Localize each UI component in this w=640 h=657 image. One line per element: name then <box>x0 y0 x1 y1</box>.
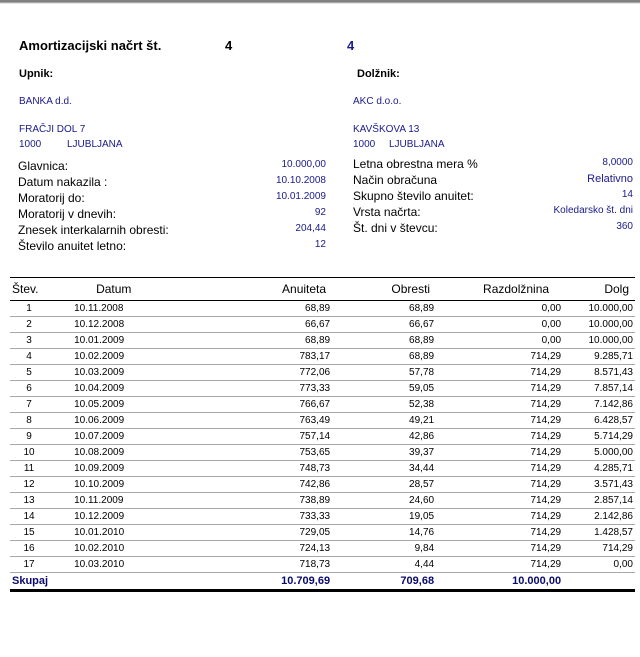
row-date: 10.10.2009 <box>48 477 196 493</box>
param-label: Moratorij v dnevih: <box>18 207 117 221</box>
col-header-debt: Dolg <box>604 282 629 296</box>
row-interest: 39,37 <box>330 445 434 461</box>
row-annuity: 729,05 <box>196 525 330 541</box>
row-interest: 19,05 <box>330 509 434 525</box>
param-label: Skupno število anuitet: <box>353 189 474 203</box>
param-label: Vrsta načrta: <box>353 205 421 219</box>
creditor-label: Upnik: <box>19 68 54 80</box>
row-repayment: 714,29 <box>434 349 561 365</box>
table-row <box>10 445 635 461</box>
table-header-row <box>10 278 635 301</box>
row-number: 1 <box>10 301 48 317</box>
totals-repayment: 10.000,00 <box>434 573 561 591</box>
debtor-label: Dolžnik: <box>357 68 400 80</box>
row-debt: 0,00 <box>561 557 635 573</box>
row-annuity: 773,33 <box>196 381 330 397</box>
row-repayment: 714,29 <box>434 445 561 461</box>
row-number: 4 <box>10 349 48 365</box>
param-label: Moratorij do: <box>18 191 85 205</box>
table-row <box>10 461 635 477</box>
table-row <box>10 525 635 541</box>
row-repayment: 714,29 <box>434 493 561 509</box>
creditor-postcode: 1000 <box>19 139 42 150</box>
param-label: Glavnica: <box>18 159 69 173</box>
row-interest: 66,67 <box>330 317 434 333</box>
col-header-number: Štev. <box>12 282 39 296</box>
row-repayment: 0,00 <box>434 317 561 333</box>
row-interest: 49,21 <box>330 413 434 429</box>
row-repayment: 714,29 <box>434 557 561 573</box>
row-annuity: 738,89 <box>196 493 330 509</box>
row-number: 2 <box>10 317 48 333</box>
totals-label: Skupaj <box>10 573 48 591</box>
row-number: 11 <box>10 461 48 477</box>
row-interest: 68,89 <box>330 333 434 349</box>
debtor-city: LJUBLJANA <box>389 139 445 150</box>
row-number: 5 <box>10 365 48 381</box>
row-repayment: 714,29 <box>434 509 561 525</box>
table-row <box>10 317 635 333</box>
debtor-postcode: 1000 <box>353 139 376 150</box>
row-date: 10.09.2009 <box>48 461 196 477</box>
row-debt: 10.000,00 <box>561 301 635 317</box>
row-repayment: 714,29 <box>434 365 561 381</box>
param-calculation-method: Relativno <box>587 173 633 185</box>
table-row <box>10 349 635 365</box>
table-row <box>10 413 635 429</box>
table-row <box>10 509 635 525</box>
row-debt: 6.428,57 <box>561 413 635 429</box>
row-repayment: 714,29 <box>434 477 561 493</box>
param-total-annuities: 14 <box>621 189 633 200</box>
row-annuity: 772,06 <box>196 365 330 381</box>
row-debt: 714,29 <box>561 541 635 557</box>
creditor-name: BANKA d.d. <box>19 96 72 107</box>
row-repayment: 714,29 <box>434 541 561 557</box>
row-debt: 9.285,71 <box>561 349 635 365</box>
row-date: 10.11.2009 <box>48 493 196 509</box>
row-number: 16 <box>10 541 48 557</box>
row-interest: 28,57 <box>330 477 434 493</box>
row-debt: 5.000,00 <box>561 445 635 461</box>
row-interest: 24,60 <box>330 493 434 509</box>
table-row <box>10 333 635 349</box>
row-annuity: 66,67 <box>196 317 330 333</box>
param-label: Letna obrestna mera % <box>353 157 478 171</box>
row-number: 10 <box>10 445 48 461</box>
report-title: Amortizacijski načrt št. <box>19 38 162 53</box>
row-number: 7 <box>10 397 48 413</box>
row-annuity: 68,89 <box>196 333 330 349</box>
row-interest: 68,89 <box>330 301 434 317</box>
totals-empty <box>48 573 196 591</box>
param-annuities-per-year: 12 <box>314 239 326 250</box>
param-label: Št. dni v števcu: <box>353 221 438 235</box>
row-date: 10.03.2009 <box>48 365 196 381</box>
table-row <box>10 541 635 557</box>
param-transfer-date: 10.10.2008 <box>275 175 326 186</box>
row-repayment: 714,29 <box>434 397 561 413</box>
param-interest-rate: 8,0000 <box>602 157 633 168</box>
row-date: 10.02.2009 <box>48 349 196 365</box>
param-principal: 10.000,00 <box>281 159 326 170</box>
row-date: 10.06.2009 <box>48 413 196 429</box>
row-debt: 10.000,00 <box>561 317 635 333</box>
row-date: 10.11.2008 <box>48 301 196 317</box>
row-annuity: 718,73 <box>196 557 330 573</box>
row-number: 9 <box>10 429 48 445</box>
row-number: 6 <box>10 381 48 397</box>
param-label: Število anuitet letno: <box>18 239 127 253</box>
row-debt: 3.571,43 <box>561 477 635 493</box>
row-debt: 2.857,14 <box>561 493 635 509</box>
totals-annuity: 10.709,69 <box>196 573 330 591</box>
row-annuity: 733,33 <box>196 509 330 525</box>
row-date: 10.04.2009 <box>48 381 196 397</box>
row-debt: 4.285,71 <box>561 461 635 477</box>
col-header-interest: Obresti <box>391 282 431 296</box>
row-debt: 7.857,14 <box>561 381 635 397</box>
row-interest: 14,76 <box>330 525 434 541</box>
table-row <box>10 429 635 445</box>
row-annuity: 748,73 <box>196 461 330 477</box>
row-number: 15 <box>10 525 48 541</box>
param-label: Znesek interkalarnih obresti: <box>18 223 169 237</box>
col-header-date: Datum <box>96 282 132 296</box>
row-repayment: 714,29 <box>434 525 561 541</box>
row-annuity: 753,65 <box>196 445 330 461</box>
param-moratorium-until: 10.01.2009 <box>275 191 326 202</box>
row-annuity: 68,89 <box>196 301 330 317</box>
row-date: 10.12.2008 <box>48 317 196 333</box>
row-repayment: 0,00 <box>434 301 561 317</box>
row-number: 12 <box>10 477 48 493</box>
row-annuity: 766,67 <box>196 397 330 413</box>
row-debt: 7.142,86 <box>561 397 635 413</box>
row-interest: 9,84 <box>330 541 434 557</box>
row-interest: 34,44 <box>330 461 434 477</box>
row-repayment: 0,00 <box>434 333 561 349</box>
param-moratorium-days: 92 <box>314 207 326 218</box>
col-header-repayment: Razdolžnina <box>483 282 550 296</box>
window-top-border <box>0 0 640 4</box>
param-day-count: 360 <box>616 221 633 232</box>
row-number: 8 <box>10 413 48 429</box>
param-label: Način obračuna <box>353 173 438 187</box>
row-repayment: 714,29 <box>434 413 561 429</box>
row-annuity: 783,17 <box>196 349 330 365</box>
table-row <box>10 381 635 397</box>
row-annuity: 724,13 <box>196 541 330 557</box>
table-row <box>10 301 635 317</box>
param-label: Datum nakazila : <box>18 175 108 189</box>
row-interest: 42,86 <box>330 429 434 445</box>
totals-row <box>10 573 635 591</box>
plan-number-field: 4 <box>347 38 355 53</box>
debtor-street: KAVŠKOVA 13 <box>353 124 420 135</box>
row-date: 10.05.2009 <box>48 397 196 413</box>
row-debt: 10.000,00 <box>561 333 635 349</box>
debtor-name: AKC d.o.o. <box>353 96 402 107</box>
row-number: 17 <box>10 557 48 573</box>
row-date: 10.03.2010 <box>48 557 196 573</box>
row-repayment: 714,29 <box>434 461 561 477</box>
row-interest: 57,78 <box>330 365 434 381</box>
row-annuity: 763,49 <box>196 413 330 429</box>
table-row <box>10 477 635 493</box>
row-number: 13 <box>10 493 48 509</box>
table-row <box>10 365 635 381</box>
table-row <box>10 557 635 573</box>
row-date: 10.01.2009 <box>48 333 196 349</box>
row-interest: 52,38 <box>330 397 434 413</box>
row-number: 14 <box>10 509 48 525</box>
row-repayment: 714,29 <box>434 429 561 445</box>
amortization-table <box>10 277 635 592</box>
row-date: 10.12.2009 <box>48 509 196 525</box>
row-debt: 1.428,57 <box>561 525 635 541</box>
row-annuity: 742,86 <box>196 477 330 493</box>
totals-debt <box>561 573 635 591</box>
row-date: 10.07.2009 <box>48 429 196 445</box>
row-date: 10.01.2010 <box>48 525 196 541</box>
row-date: 10.02.2010 <box>48 541 196 557</box>
table-row <box>10 397 635 413</box>
row-debt: 8.571,43 <box>561 365 635 381</box>
row-debt: 2.142,86 <box>561 509 635 525</box>
param-interim-interest: 204,44 <box>295 223 326 234</box>
row-interest: 68,89 <box>330 349 434 365</box>
col-header-annuity: Anuiteta <box>282 282 327 296</box>
plan-number: 4 <box>225 38 233 53</box>
row-date: 10.08.2009 <box>48 445 196 461</box>
row-debt: 5.714,29 <box>561 429 635 445</box>
row-interest: 4,44 <box>330 557 434 573</box>
row-number: 3 <box>10 333 48 349</box>
row-annuity: 757,14 <box>196 429 330 445</box>
row-repayment: 714,29 <box>434 381 561 397</box>
creditor-city: LJUBLJANA <box>67 139 123 150</box>
totals-interest: 709,68 <box>330 573 434 591</box>
table-row <box>10 493 635 509</box>
param-plan-type: Koledarsko št. dni <box>553 205 633 216</box>
creditor-street: FRAČJI DOL 7 <box>19 124 86 135</box>
row-interest: 59,05 <box>330 381 434 397</box>
